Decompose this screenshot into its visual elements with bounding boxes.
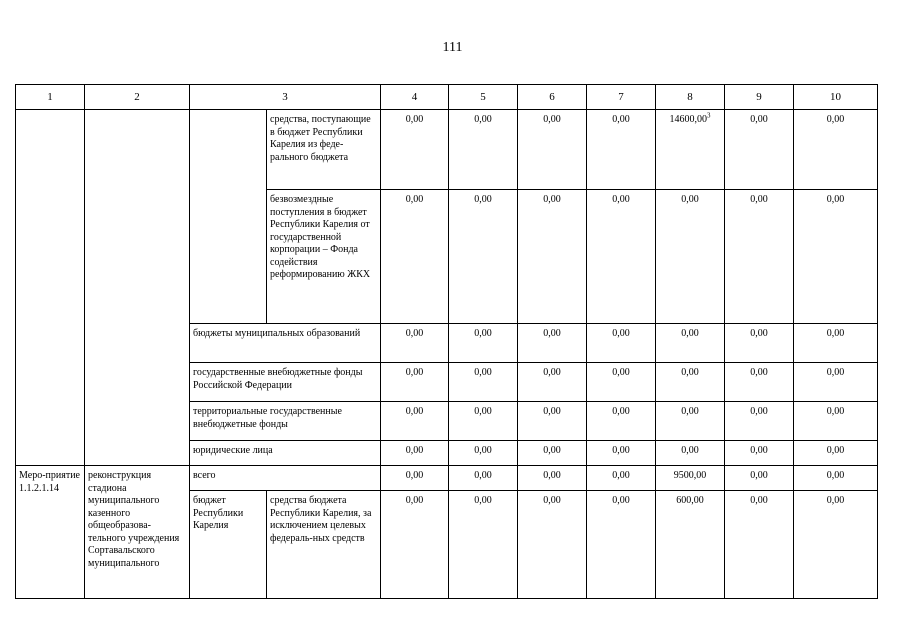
row-label: средства, поступающие в бюджет Республики Карелия из феде-рального бюджета: [267, 110, 381, 190]
value-cell: 0,00: [381, 466, 449, 491]
value-cell: 0,00: [794, 402, 878, 441]
value-cell: 0,00: [449, 190, 518, 324]
value-cell: 0,00: [381, 491, 449, 599]
table-cell: [85, 110, 190, 466]
value-cell: 0,00: [794, 110, 878, 190]
header-cell: 5: [449, 85, 518, 110]
source-cell: бюджет Республики Карелия: [190, 491, 267, 599]
value-cell: 0,00: [587, 491, 656, 599]
value-cell: 0,00: [725, 190, 794, 324]
value-cell: 0,00: [587, 110, 656, 190]
value-cell: 0,00: [794, 441, 878, 466]
value-cell: 0,00: [449, 324, 518, 363]
value-cell: 0,00: [381, 110, 449, 190]
table-row: [16, 110, 878, 190]
measure-id-cell: Меро-приятие 1.1.2.1.14: [16, 466, 85, 599]
footnote-mark: 3: [707, 111, 711, 120]
value-cell: 0,00: [794, 466, 878, 491]
row-label: юридические лица: [190, 441, 381, 466]
value-cell: 0,00: [518, 110, 587, 190]
header-cell: 8: [656, 85, 725, 110]
value-cell: [656, 110, 725, 190]
value-cell: 0,00: [449, 441, 518, 466]
value-cell: 0,00: [725, 324, 794, 363]
value-cell: 0,00: [518, 190, 587, 324]
value-cell: 0,00: [381, 402, 449, 441]
value-cell: 600,00: [656, 491, 725, 599]
value-cell: 0,00: [725, 466, 794, 491]
value-cell: 0,00: [794, 363, 878, 402]
value-cell: 0,00: [794, 491, 878, 599]
value-cell: 0,00: [381, 363, 449, 402]
header-cell: 6: [518, 85, 587, 110]
value-cell: 0,00: [656, 190, 725, 324]
value-cell: 0,00: [449, 491, 518, 599]
value-cell: 0,00: [725, 363, 794, 402]
value-cell: 0,00: [381, 441, 449, 466]
row-label: государственные внебюджетные фонды Российской Федерации: [190, 363, 381, 402]
value-cell: 0,00: [587, 324, 656, 363]
value-cell: 0,00: [449, 402, 518, 441]
header-cell: 7: [587, 85, 656, 110]
value-cell: 0,00: [518, 441, 587, 466]
value-cell: 0,00: [587, 363, 656, 402]
measure-name-cell: реконструкция стадиона муниципального казенного общеобразова-тельного учреждения Сортавальского муниципального: [85, 466, 190, 599]
budget-table: [15, 84, 878, 599]
value-cell: 0,00: [725, 441, 794, 466]
row-label: территориальные государственные внебюджетные фонды: [190, 402, 381, 441]
value-cell: 0,00: [518, 363, 587, 402]
value-cell: 0,00: [656, 402, 725, 441]
value-cell: 0,00: [381, 324, 449, 363]
table-cell: [190, 110, 267, 324]
value-cell: 0,00: [587, 441, 656, 466]
value-cell: 0,00: [518, 466, 587, 491]
header-row: [16, 85, 878, 110]
value-cell: 0,00: [381, 190, 449, 324]
value-cell: 0,00: [587, 466, 656, 491]
row-label: бюджеты муниципальных образований: [190, 324, 381, 363]
table-row: [16, 466, 878, 491]
value-cell: 0,00: [656, 324, 725, 363]
value-cell: 0,00: [656, 441, 725, 466]
table-cell: [16, 110, 85, 466]
value-cell: 0,00: [587, 402, 656, 441]
value-cell: 0,00: [518, 402, 587, 441]
row-label: средства бюджета Республики Карелия, за исключением целевых федераль-ных средств: [267, 491, 381, 599]
value-cell: 0,00: [518, 324, 587, 363]
header-cell: 3: [190, 85, 381, 110]
value-cell: 0,00: [725, 402, 794, 441]
value-cell: 0,00: [725, 491, 794, 599]
value-cell: 0,00: [449, 466, 518, 491]
header-cell: 1: [16, 85, 85, 110]
value-cell: 0,00: [518, 491, 587, 599]
value-cell: 0,00: [449, 363, 518, 402]
value-cell: 0,00: [587, 190, 656, 324]
value-text: 14600,00: [669, 114, 707, 125]
value-cell: 0,00: [449, 110, 518, 190]
value-cell: 0,00: [725, 110, 794, 190]
row-label: безвозмездные поступления в бюджет Республики Карелия от государственной корпорации – Фонда содействия реформированию ЖКХ: [267, 190, 381, 324]
value-cell: 9500,00: [656, 466, 725, 491]
header-cell: 9: [725, 85, 794, 110]
value-cell: 0,00: [656, 363, 725, 402]
value-cell: 0,00: [794, 324, 878, 363]
page-number: 111: [442, 40, 463, 55]
header-cell: 2: [85, 85, 190, 110]
row-label: всего: [190, 466, 381, 491]
header-cell: 4: [381, 85, 449, 110]
value-cell: 0,00: [794, 190, 878, 324]
header-cell: 10: [794, 85, 878, 110]
